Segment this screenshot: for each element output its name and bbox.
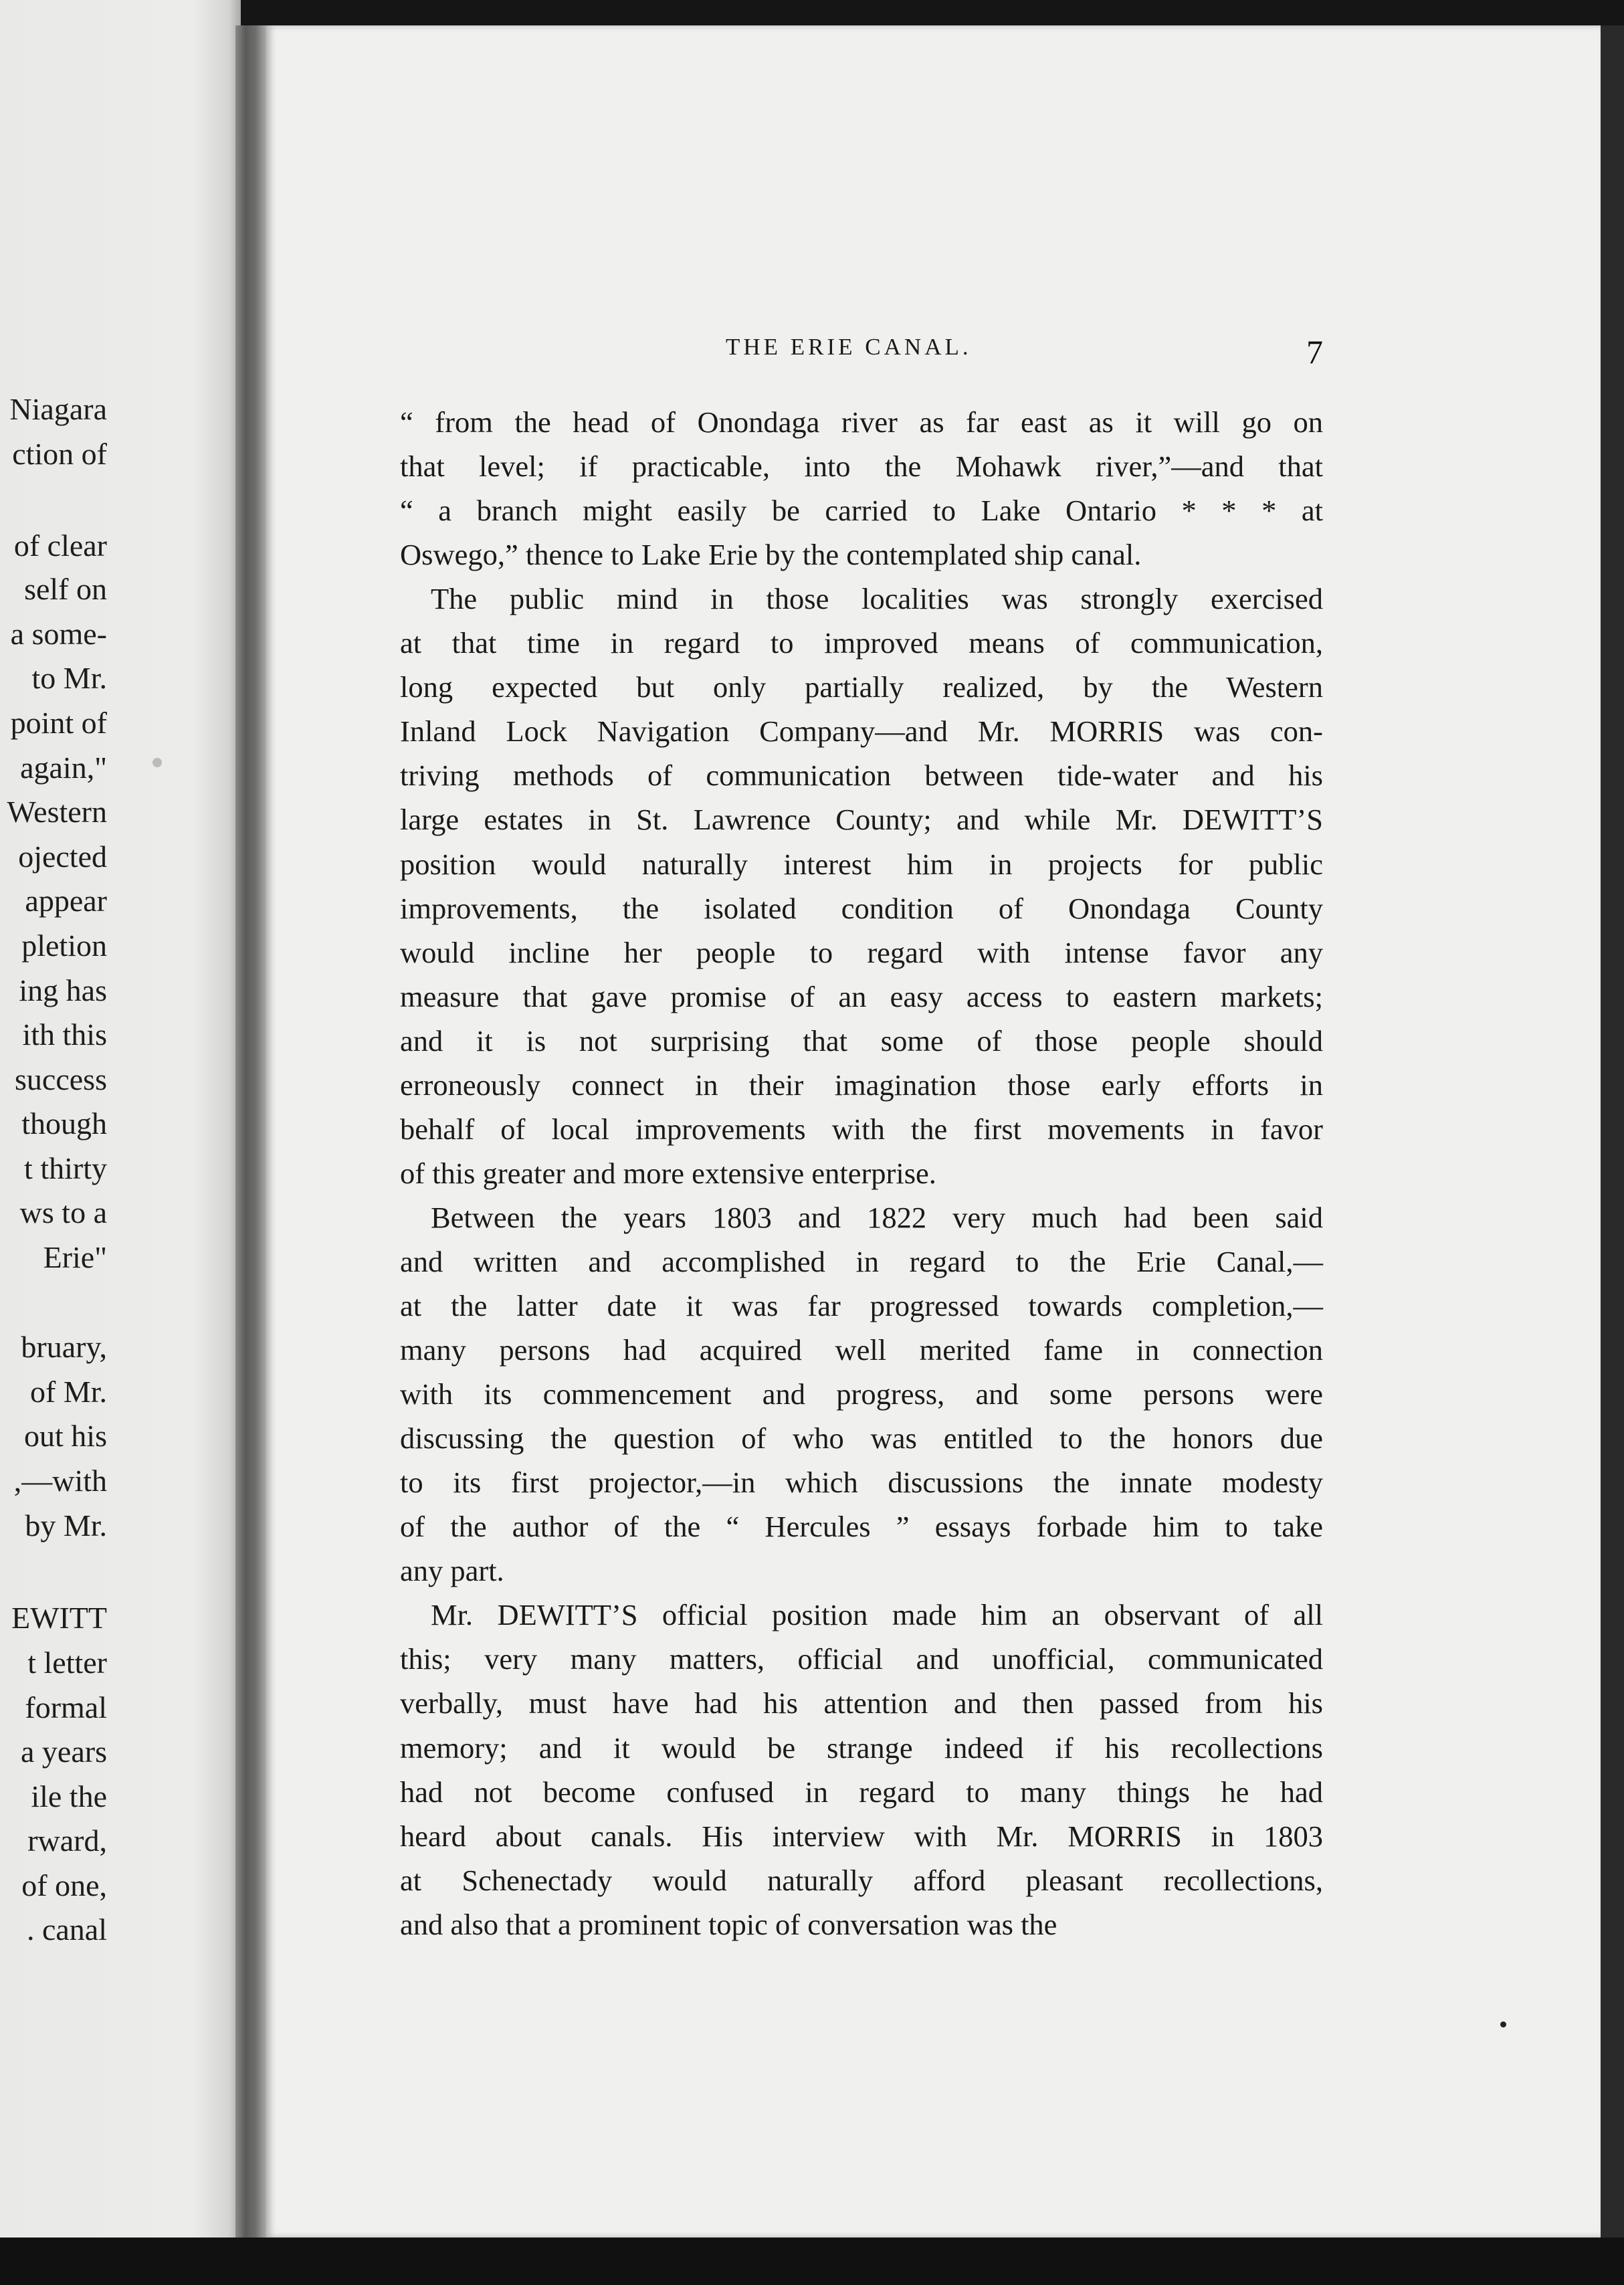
previous-page-fragment: ws to a: [19, 1195, 107, 1229]
text-line: to its first projector,—in which discussions the innate modesty: [400, 1466, 1323, 1499]
previous-page-fragment: a some-: [10, 617, 107, 651]
previous-page-fragment: to Mr.: [31, 661, 107, 695]
text-line: triving methods of communication between tide-water and his: [400, 759, 1323, 792]
text-line: large estates in St. Lawrence County; and while Mr. DEWITT’S: [400, 803, 1323, 836]
text-line: memory; and it would be strange indeed if his recollections: [400, 1731, 1323, 1765]
previous-page-fragment: appear: [25, 884, 107, 918]
previous-page-fragment: pletion: [21, 928, 107, 963]
previous-page-fragment: point of: [10, 706, 107, 740]
previous-page-fragment: rward,: [27, 1823, 107, 1858]
text-line: improvements, the isolated condition of Onondaga County: [400, 892, 1323, 925]
scan-right-border: [1601, 25, 1624, 2238]
scan-speck: [1500, 2021, 1506, 2027]
text-line: The public mind in those localities was strongly exercised: [431, 582, 1323, 615]
text-line: with its commencement and progress, and some persons were: [400, 1377, 1323, 1411]
text-line: heard about canals. His interview with Mr. MORRIS in 1803: [400, 1819, 1323, 1853]
text-line: many persons had acquired well merited fame in connection: [400, 1333, 1323, 1367]
previous-page-fragment: ing has: [19, 973, 107, 1007]
text-line: of this greater and more extensive enterprise.: [400, 1157, 936, 1190]
text-line: at that time in regard to improved means of communication,: [400, 626, 1323, 660]
previous-page-fragment: Erie": [43, 1240, 107, 1274]
text-line: “ a branch might easily be carried to Lake Ontario * * * at: [400, 494, 1323, 527]
scan-top-border: [0, 0, 1624, 25]
previous-page-fragment: though: [21, 1106, 107, 1140]
text-line: and also that a prominent topic of conversation was the: [400, 1908, 1057, 1941]
text-line: had not become confused in regard to many things he had: [400, 1775, 1323, 1809]
previous-page-fragment: again,": [20, 751, 107, 785]
previous-page-fragment: t letter: [27, 1646, 107, 1680]
scan-speck: [153, 758, 162, 767]
previous-page-fragment: ith this: [22, 1017, 107, 1052]
text-line: Mr. DEWITT’S official position made him an observant of all: [431, 1598, 1323, 1631]
text-line: long expected but only partially realized, by the Western: [400, 670, 1323, 704]
previous-page-fragment: ile the: [31, 1779, 107, 1813]
text-line: of the author of the “ Hercules ” essays forbade him to take: [400, 1510, 1323, 1543]
previous-page-fragment: a years: [21, 1734, 107, 1769]
text-line: discussing the question of who was entitled to the honors due: [400, 1421, 1323, 1455]
text-line: position would naturally interest him in projects for public: [400, 848, 1323, 881]
text-line: would incline her people to regard with intense favor any: [400, 936, 1323, 969]
previous-page-text-fragments: [0, 0, 241, 2238]
text-line: at the latter date it was far progressed towards completion,—: [400, 1289, 1323, 1322]
text-line: Between the years 1803 and 1822 very much had been said: [431, 1201, 1323, 1234]
page-number: 7: [1306, 333, 1323, 371]
previous-page-fragment: ction of: [12, 437, 107, 471]
text-line: behalf of local improvements with the first movements in favor: [400, 1112, 1323, 1146]
previous-page-fragment: bruary,: [21, 1330, 107, 1364]
previous-page-fragment: . canal: [26, 1912, 107, 1947]
previous-page-fragment: by Mr.: [25, 1508, 107, 1543]
text-line: erroneously connect in their imagination those early efforts in: [400, 1068, 1323, 1102]
text-line: Oswego,” thence to Lake Erie by the contemplated ship canal.: [400, 538, 1142, 571]
previous-page-edge: [0, 0, 241, 2238]
previous-page-fragment: of Mr.: [30, 1375, 107, 1409]
previous-page-fragment: EWITT: [11, 1601, 107, 1635]
previous-page-fragment: Western: [7, 795, 107, 829]
text-line: this; very many matters, official and unofficial, communicated: [400, 1642, 1323, 1676]
text-line: Inland Lock Navigation Company—and Mr. MORRIS was con-: [400, 714, 1323, 748]
book-gutter: [235, 25, 269, 2238]
text-line: verbally, must have had his attention and then passed from his: [400, 1686, 1323, 1720]
text-line: “ from the head of Onondaga river as far east as it will go on: [400, 405, 1323, 439]
previous-page-fragment: ,—with: [13, 1464, 107, 1498]
text-line: measure that gave promise of an easy access to eastern markets;: [400, 980, 1323, 1013]
text-line: any part.: [400, 1554, 504, 1587]
running-head: THE ERIE CANAL.: [726, 334, 972, 360]
text-line: and written and accomplished in regard to the Erie Canal,—: [400, 1245, 1323, 1278]
text-line: that level; if practicable, into the Mohawk river,”—and that: [400, 450, 1323, 483]
previous-page-fragment: of clear: [13, 528, 107, 563]
text-line: and it is not surprising that some of those people should: [400, 1024, 1323, 1058]
previous-page-fragment: of one,: [21, 1868, 107, 1902]
previous-page-fragment: ojected: [18, 839, 107, 874]
previous-page-fragment: self on: [24, 572, 107, 606]
previous-page-fragment: success: [15, 1062, 107, 1096]
scan-bottom-border: [0, 2238, 1624, 2285]
previous-page-fragment: Niagara: [9, 392, 107, 426]
previous-page-fragment: formal: [25, 1690, 107, 1724]
text-line: at Schenectady would naturally afford pleasant recollections,: [400, 1864, 1323, 1897]
previous-page-fragment: out his: [24, 1419, 107, 1453]
previous-page-fragment: t thirty: [24, 1151, 107, 1185]
